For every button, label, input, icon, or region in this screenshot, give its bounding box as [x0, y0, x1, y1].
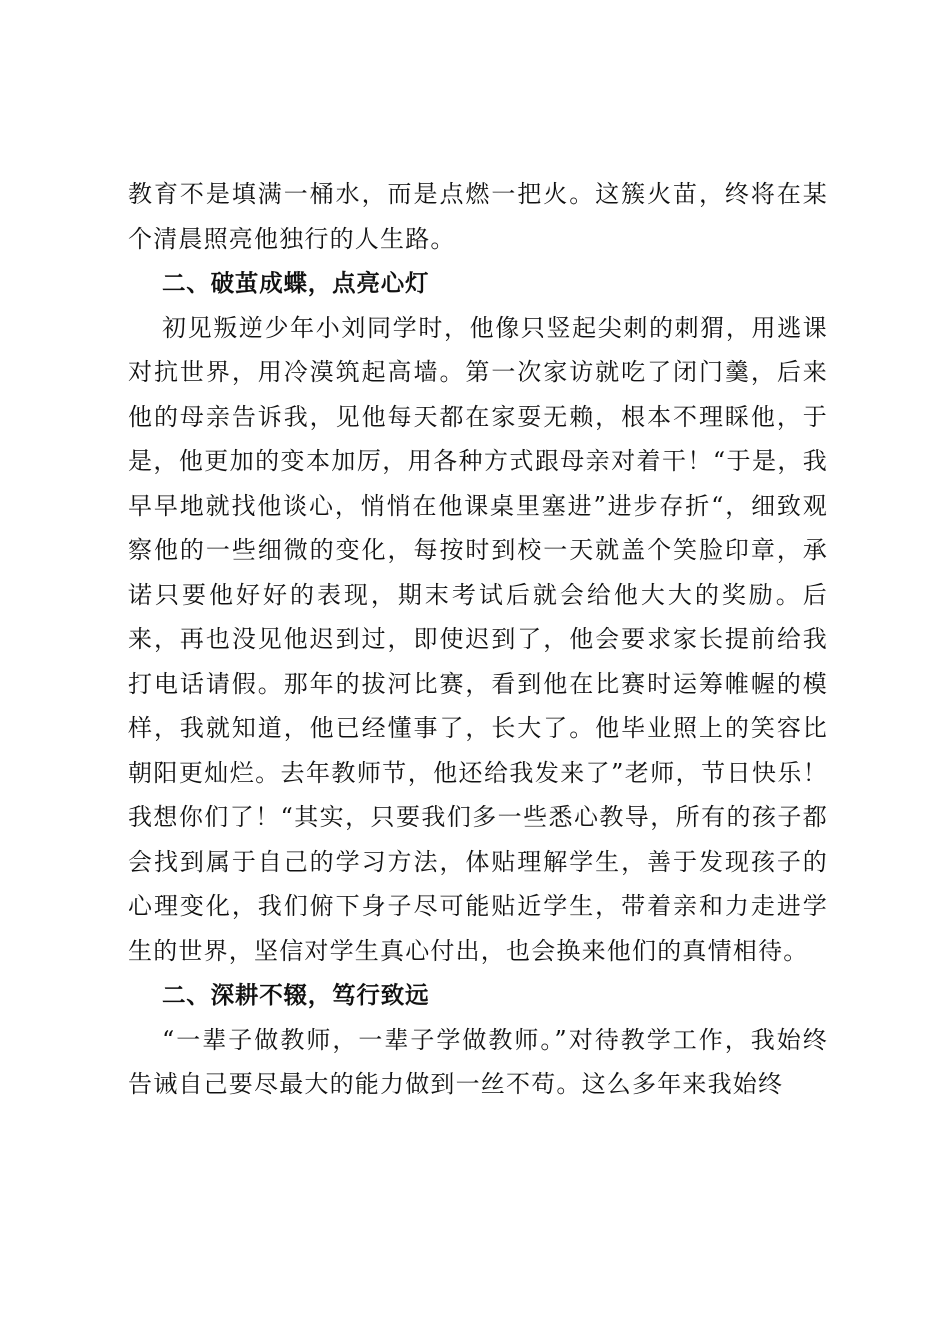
section-heading-deep-cultivation: 二、深耕不辍，笃行致远 — [162, 981, 430, 1009]
paragraph-student-story: 初见叛逆少年小刘同学时，他像只竖起尖刺的刺猬，用逃课对抗世界，用冷漠筑起高墙。第一次家访就吃了闭门羹，后来他的母亲告诉我，见他每天都在家耍无赖，根本不理睬他，于是，他更加的变本加厉，用各种方式跟母亲对着干！“于是，我早早地就找他谈心，悄悄在他课桌里塞进”进步存折“，细致观察他的一些细微的变化，每按时到校一天就盖个笑脸印章，承诺只要他好好的表现，期末考试后就会给他大大的奖励。后来，再也没见他迟到过，即使迟到了，他会要求家长提前给我打电话请假。那年的拔河比赛，看到他在比赛时运筹帷幄的模样，我就知道，他已经懂事了，长大了。他毕业照上的笑容比朝阳更灿烂。去年教师节，他还给我发来了”老师，节日快乐！我想你们了！“其实，只要我们多一些悉心教导，所有的孩子都会找到属于自己的学习方法，体贴理解学生，善于发现孩子的心理变化，我们俯下身子尽可能贴近学生，带着亲和力走进学生的世界，坚信对学生真心付出，也会换来他们的真情相待。 — [128, 313, 828, 965]
section-heading-break-cocoon: 二、破茧成蝶，点亮心灯 — [162, 269, 430, 297]
paragraph-education-fire: 教育不是填满一桶水，而是点燃一把火。这簇火苗，终将在某个清晨照亮他独行的人生路。 — [128, 180, 828, 253]
document-body — [128, 172, 828, 1107]
paragraph-lifelong-teacher: “一辈子做教师，一辈子学做教师。”对待教学工作，我始终告诫自己要尽最大的能力做到一丝不苟。这么多年来我始终 — [128, 1025, 828, 1098]
